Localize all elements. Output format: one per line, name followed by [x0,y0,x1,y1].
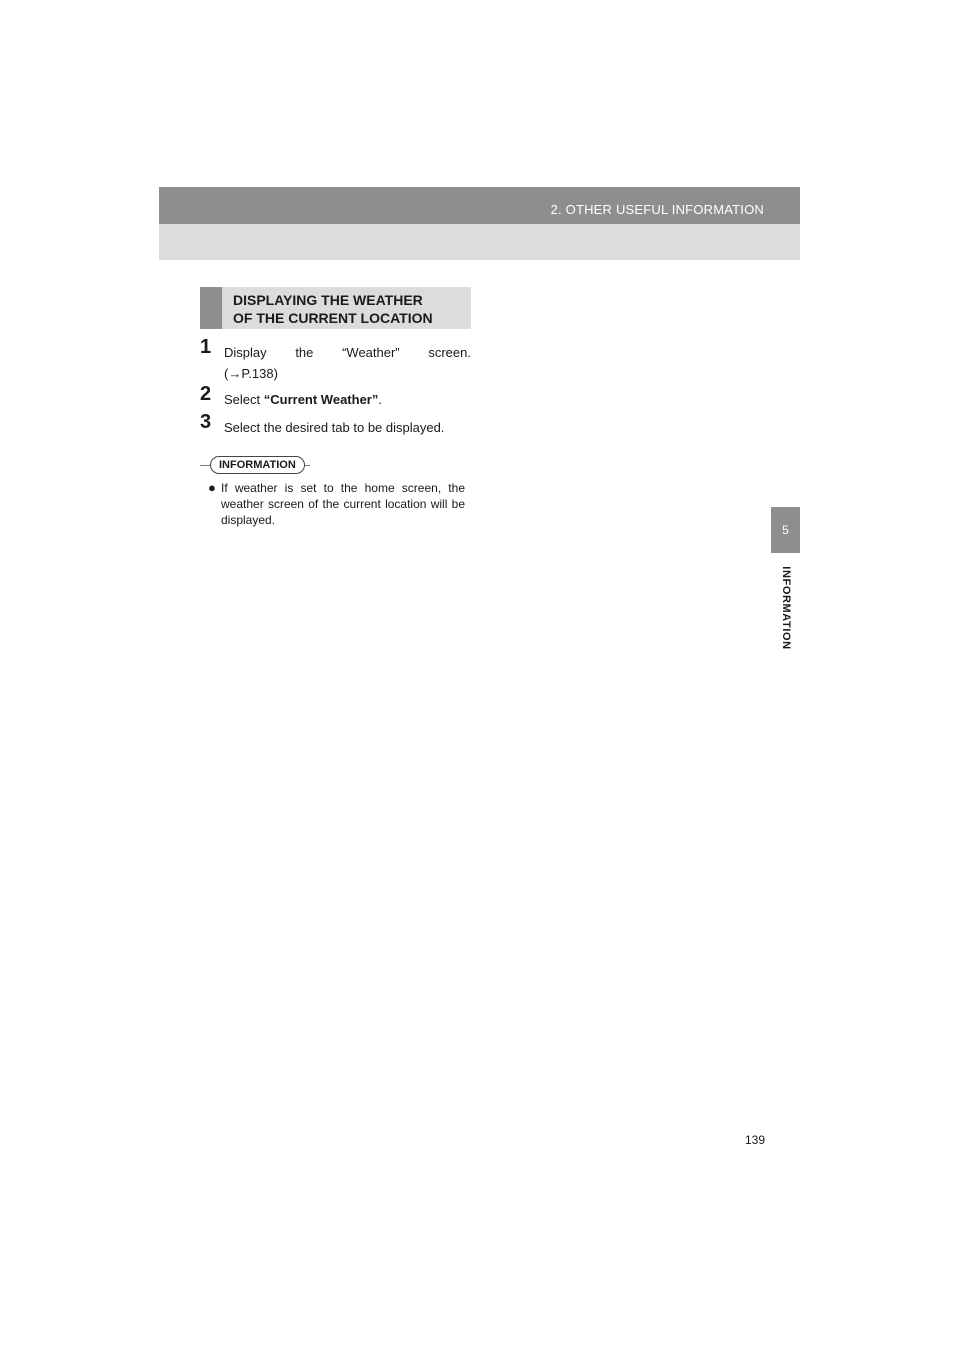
step-2-suffix: . [378,392,382,407]
header-bar [159,187,800,224]
step-2-text [224,389,471,410]
step-1-word: the [295,345,314,360]
step-number: 2 [200,383,212,405]
step-1-word: screen. [428,345,471,360]
chapter-tab-number: 5 [771,507,800,553]
page-reference: (→P.138) [224,366,278,381]
information-box [200,455,471,528]
step-1-text [224,342,471,363]
step-1-word: Display [224,345,267,360]
step-number: 3 [200,411,212,433]
step-2 [200,383,471,410]
step-3-text: Select the desired tab to be displayed. [224,420,445,435]
step-number: 1 [200,336,212,358]
section-heading-text [233,291,433,327]
chapter-tab-label-text: INFORMATION [779,566,792,650]
section-heading [200,287,471,329]
step-3 [200,411,471,438]
chapter-title: 2. OTHER USEFUL INFORMATION [550,202,764,217]
header-subbar [159,224,800,260]
chapter-tab-label [771,553,800,663]
page-number: 139 [745,1133,766,1147]
section-heading-bar [200,287,222,329]
information-label: INFORMATION [210,456,305,474]
information-text: If weather is set to the home screen, the weather screen of the current location will be displayed. [221,481,465,527]
step-1 [200,336,471,384]
section-heading-line-1: DISPLAYING THE WEATHER [233,292,423,308]
bullet-icon: ● [208,480,216,495]
information-item [200,480,471,528]
section-heading-line-2: OF THE CURRENT LOCATION [233,310,433,326]
step-2-prefix: Select [224,392,264,407]
step-1-word: “Weather” [342,345,400,360]
step-2-button-name: “Current Weather” [263,392,379,407]
